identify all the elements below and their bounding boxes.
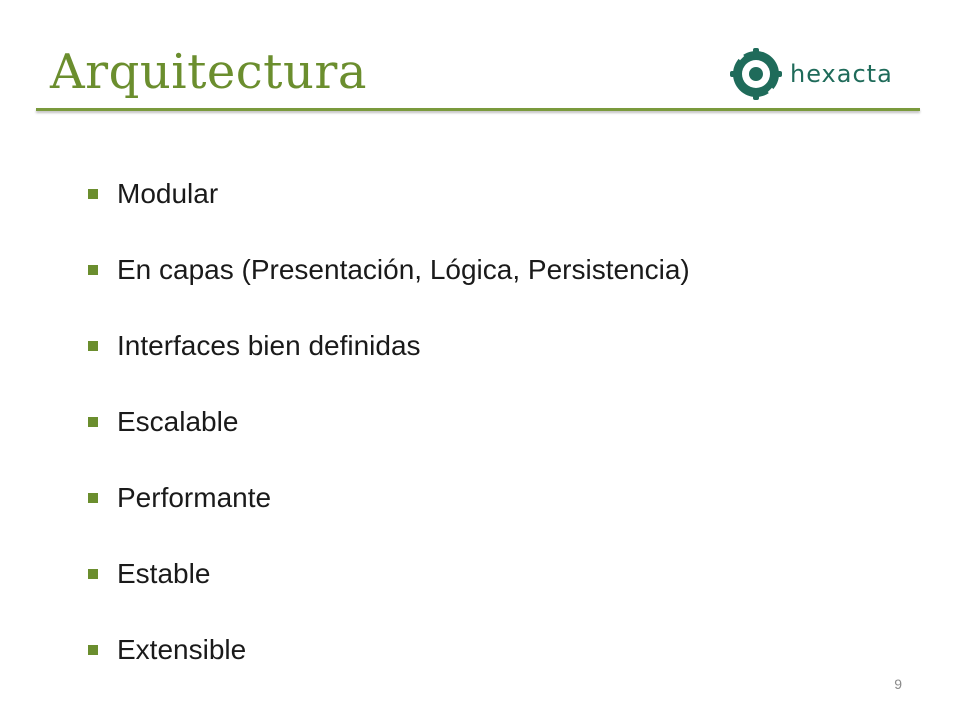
page-number: 9: [894, 676, 902, 692]
bullet-text: Extensible: [117, 634, 247, 665]
hexacta-logo-icon: [728, 44, 918, 104]
square-bullet-icon: [88, 265, 98, 275]
logo-wordmark: hexacta: [790, 60, 893, 88]
bullet-text: Modular: [117, 178, 219, 209]
slide-title: Arquitectura: [50, 44, 367, 100]
bullet-text: Interfaces bien definidas: [117, 330, 421, 361]
bullet-text: En capas (Presentación, Lógica, Persistencia): [117, 254, 690, 285]
bullet-text: Performante: [117, 482, 272, 513]
list-item: [88, 474, 690, 522]
list-item: [88, 170, 690, 218]
square-bullet-icon: [88, 645, 98, 655]
square-bullet-icon: [88, 189, 98, 199]
list-item: [88, 626, 690, 674]
square-bullet-icon: [88, 493, 98, 503]
square-bullet-icon: [88, 569, 98, 579]
square-bullet-icon: [88, 341, 98, 351]
hexacta-logo: [728, 44, 918, 104]
bullet-text: Estable: [117, 558, 211, 589]
list-item: [88, 398, 690, 446]
list-item: [88, 550, 690, 598]
title-divider: [36, 108, 920, 111]
bullet-text: Escalable: [117, 406, 239, 437]
list-item: [88, 246, 690, 294]
list-item: [88, 322, 690, 370]
bullet-list: [88, 170, 690, 702]
square-bullet-icon: [88, 417, 98, 427]
